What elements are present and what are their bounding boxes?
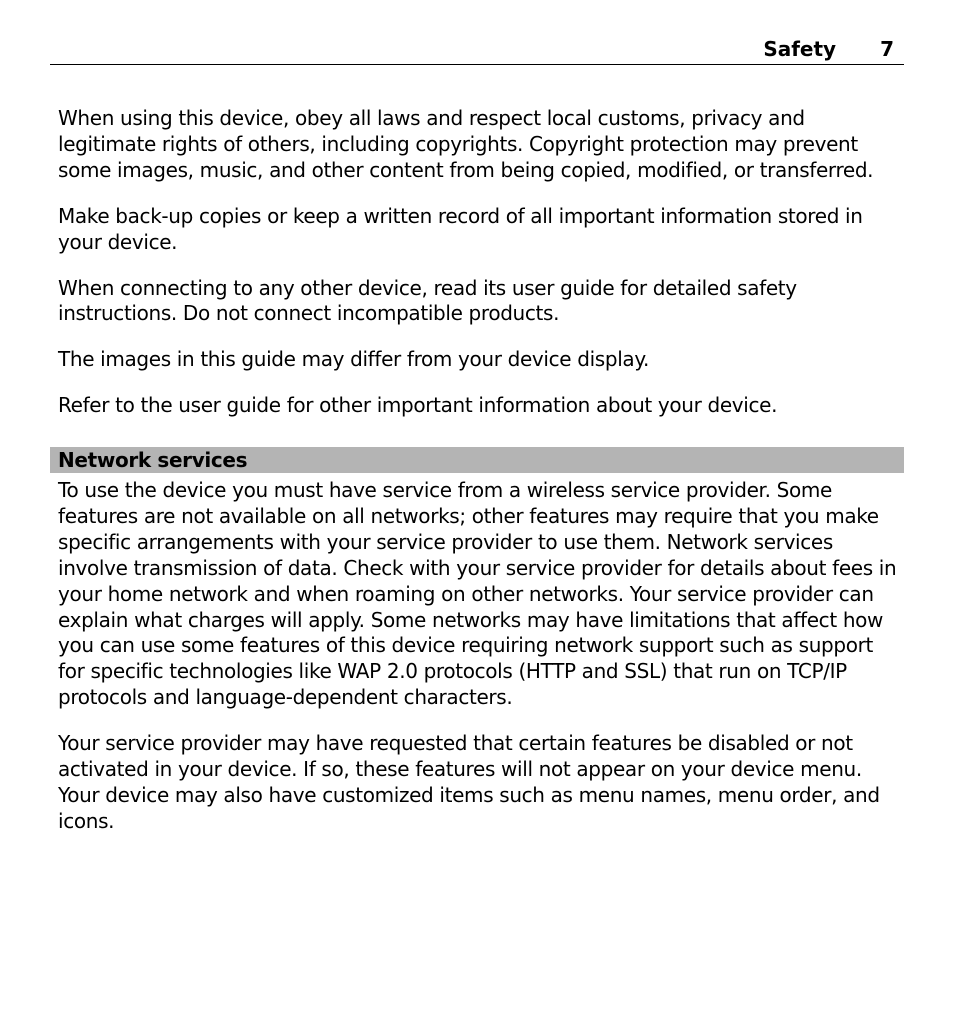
- paragraph-user-guide: Refer to the user guide for other important information about your device.: [58, 393, 778, 418]
- header-section-name: Safety: [763, 37, 837, 61]
- paragraph-laws: When using this device, obey all laws and respect local customs, privacy and legitimate rights of others, including copyrights. Copyright protection may prevent some images, music, and other content from being copied, modified, or transferred.: [58, 106, 874, 182]
- header-page-number: 7: [880, 37, 894, 61]
- intro-text-block: [58, 106, 900, 439]
- paragraph-disabled-features: Your service provider may have requested that certain features be disabled or not activated in your device. If so, these features will not appear on your device menu. Your device may also have customized items such as menu names, menu order, and icons.: [58, 731, 880, 833]
- paragraph-backup: Make back-up copies or keep a written record of all important information stored in your device.: [58, 203, 863, 254]
- running-header: [50, 36, 904, 65]
- paragraph-images: The images in this guide may differ from your device display.: [58, 347, 649, 372]
- paragraph-connecting: When connecting to any other device, read its user guide for detailed safety instructions. Do not connect incompatible products.: [58, 275, 797, 326]
- paragraph-service-provider: To use the device you must have service from a wireless service provider. Some features are not available on all networks; other features may require that you make specific arrangements with your service provider to use them. Network services involve transmission of data. Check with your service provider for details about fees in your home network and when roaming on other networks. Your service provider can explain what charges will apply. Some networks may have limitations that affect how you can use some features of this device requiring network support such as support for specific technologies like WAP 2.0 protocols (HTTP and SSL) that run on TCP/IP protocols and language-dependent characters.: [58, 478, 897, 710]
- network-services-text-block: [58, 478, 900, 855]
- section-heading-network-services: Network services: [50, 447, 904, 473]
